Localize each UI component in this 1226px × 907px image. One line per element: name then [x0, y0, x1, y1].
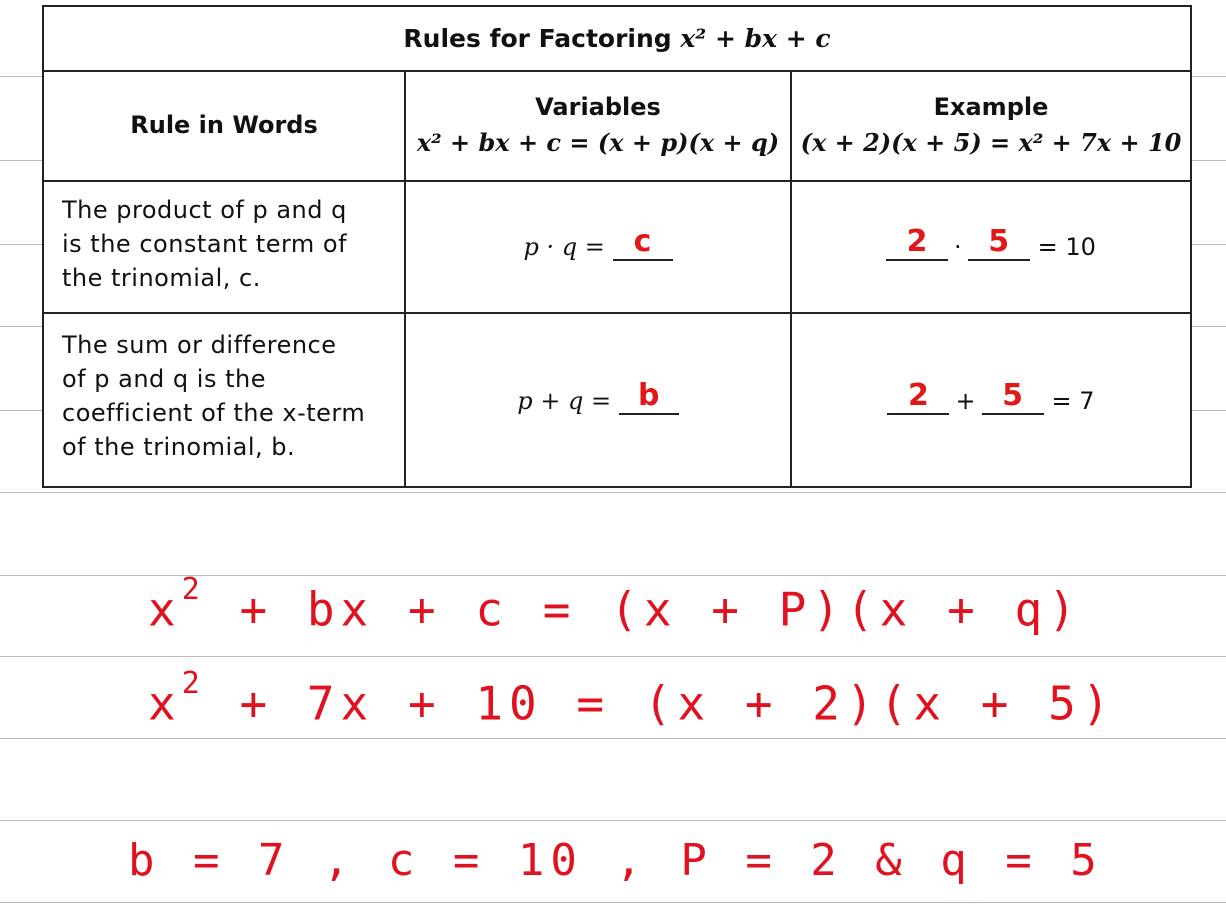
ruled-line	[0, 738, 1226, 739]
product-answer-blank	[613, 223, 673, 261]
rule-product-text	[62, 193, 407, 295]
example-blank	[982, 377, 1044, 415]
example-result: = 10	[1037, 233, 1096, 261]
sum-answer-blank	[619, 377, 679, 415]
handwritten-specific-form	[148, 666, 1116, 731]
example-answer: 2	[908, 377, 929, 413]
product-answer: c	[633, 223, 652, 259]
table-title	[44, 7, 1190, 72]
table-title-expression: x² + bx + c	[680, 24, 831, 53]
header-label: Rule in Words	[130, 111, 318, 139]
hw-term: + 7x + 10	[239, 676, 543, 731]
sum-variable-cell	[406, 314, 790, 488]
hw-term: x	[148, 582, 182, 637]
product-example-cell	[792, 182, 1190, 312]
rule-line-text: is the constant term of	[62, 230, 348, 258]
hw-values: b = 7 , c = 10 , P = 2 & q = 5	[128, 835, 1103, 886]
hw-exponent: 2	[181, 666, 206, 701]
product-expression: p · q =	[523, 233, 605, 261]
example-blank	[887, 377, 949, 415]
product-variable-cell	[406, 182, 790, 312]
example-blank	[968, 223, 1030, 261]
rule-line-text: The sum or difference	[62, 331, 337, 359]
rule-line-text: of p and q is the	[62, 365, 266, 393]
hw-term: x	[148, 676, 182, 731]
rule-line-text: The product of p and q	[62, 196, 347, 224]
ruled-line	[0, 492, 1226, 493]
example-answer: 5	[1002, 377, 1023, 413]
example-answer: 5	[988, 223, 1010, 259]
header-label: Variables	[535, 93, 661, 121]
operator: +	[955, 387, 976, 415]
header-label: Example	[933, 93, 1049, 121]
header-rule-in-words	[44, 70, 404, 180]
ruled-line	[0, 820, 1226, 821]
hw-term: + bx + c	[239, 582, 510, 637]
sum-answer: b	[637, 377, 660, 413]
rule-line-text: the trinomial, c.	[62, 264, 261, 292]
header-variables	[406, 70, 790, 180]
header-example	[792, 70, 1190, 180]
rule-line-text: coefficient of the x-term	[62, 399, 366, 427]
hw-exponent: 2	[181, 572, 206, 607]
sum-example-cell	[792, 314, 1190, 488]
handwritten-general-form	[148, 572, 1082, 637]
ruled-line	[0, 656, 1226, 657]
hw-term: = (x + P)(x + q)	[542, 582, 1082, 637]
example-answer: 2	[906, 223, 928, 259]
handwritten-solution-values	[128, 835, 1103, 886]
example-formula: (x + 2)(x + 5) = x² + 7x + 10	[800, 128, 1182, 157]
variables-formula: x² + bx + c = (x + p)(x + q)	[416, 128, 780, 157]
rule-sum-text	[62, 328, 407, 464]
example-blank	[886, 223, 948, 261]
table-title-text: Rules for Factoring	[403, 24, 672, 53]
hw-term: = (x + 2)(x + 5)	[576, 676, 1116, 731]
factoring-rules-table	[42, 5, 1192, 488]
ruled-line	[0, 902, 1226, 903]
operator: ·	[954, 233, 962, 261]
rule-line-text: of the trinomial, b.	[62, 433, 296, 461]
example-result: = 7	[1051, 387, 1095, 415]
sum-expression: p + q =	[517, 387, 612, 415]
